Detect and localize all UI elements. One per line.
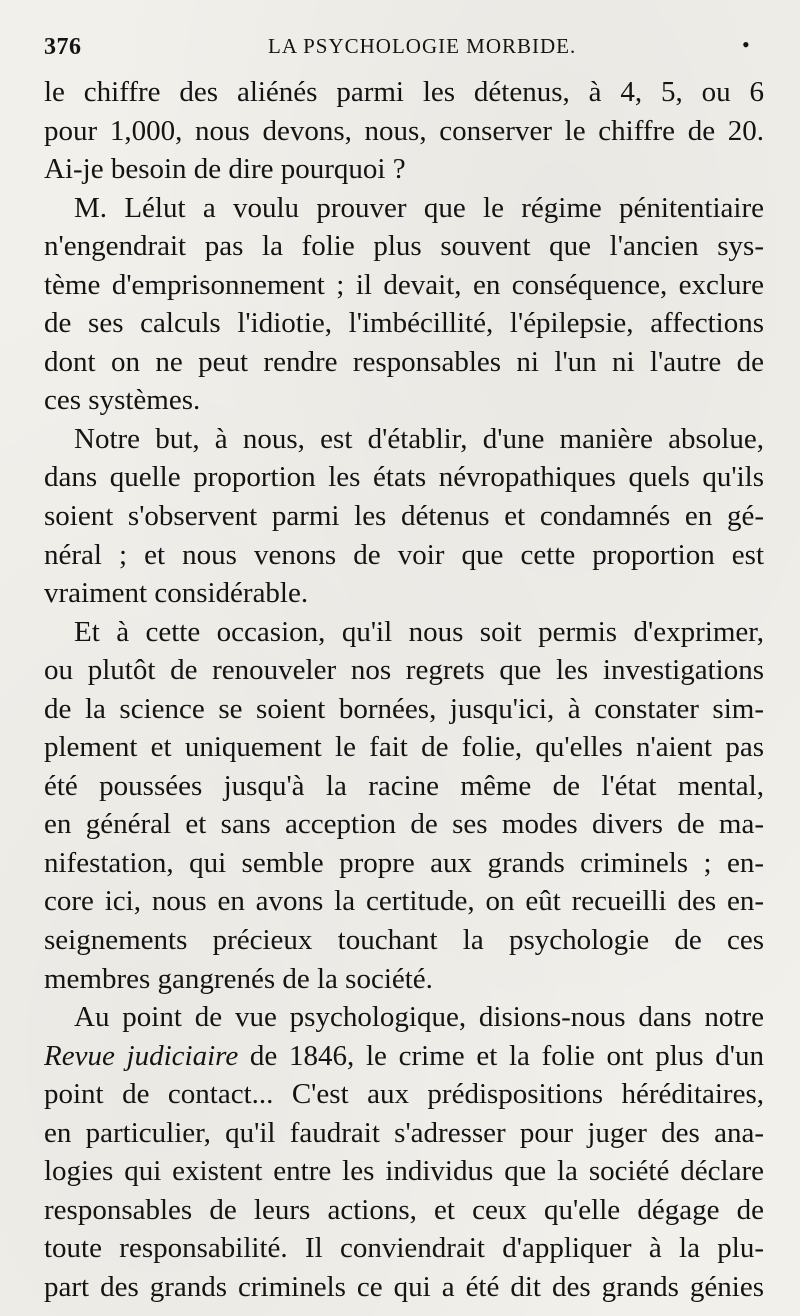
text-line-with-italic xyxy=(44,1037,764,1076)
page-header xyxy=(44,30,764,70)
text-line: Ai-je besoin de dire pourquoi ? xyxy=(44,153,406,186)
text-line: ces systèmes. xyxy=(44,384,201,417)
text-line: tème d'emprisonnement ; il devait, en conséquence, exclure xyxy=(44,268,764,301)
page-number: 376 xyxy=(44,34,82,60)
text-line: point de contact... C'est aux prédispositions héréditaires, xyxy=(44,1078,764,1111)
text-line: été poussées jusqu'à la racine même de l'état mental, xyxy=(44,769,764,802)
text-line: en particulier, qu'il faudrait s'adresser pour juger des ana- xyxy=(44,1116,764,1149)
header-mark: • xyxy=(742,32,750,57)
text-line-rest: de 1846, le crime et la folie ont plus d'un xyxy=(238,1039,764,1072)
text-line: de la science se soient bornées, jusqu'ici, à constater sim- xyxy=(44,692,764,725)
text-line: le chiffre des aliénés parmi les détenus, à 4, 5, ou 6 xyxy=(44,76,764,108)
text-line: toute responsabilité. Il conviendrait d'appliquer à la plu- xyxy=(44,1232,764,1265)
text-line: ou plutôt de renouveler nos regrets que les investigations xyxy=(44,654,764,687)
text-line: seignements précieux touchant la psychologie de ces xyxy=(44,924,764,957)
text-line: dont on ne peut rendre responsables ni l'un ni l'autre de xyxy=(44,345,764,378)
journal-title: Revue judiciaire xyxy=(44,1039,239,1072)
text-line: néral ; et nous venons de voir que cette proportion est xyxy=(44,538,764,571)
text-line: nifestation, qui semble propre aux grands criminels ; en- xyxy=(44,846,764,879)
text-line: en général et sans acception de ses modes divers de ma- xyxy=(44,808,764,841)
text-line: core ici, nous en avons la certitude, on eût recueilli des en- xyxy=(44,885,764,918)
text-line: soient s'observent parmi les détenus et condamnés en gé- xyxy=(44,500,764,533)
text-line: vraiment considérable. xyxy=(44,577,309,610)
text-line: M. Lélut a voulu prouver que le régime pénitentiaire xyxy=(74,191,764,224)
text-line: logies qui existent entre les individus que la société déclare xyxy=(44,1155,764,1188)
text-line: dans quelle proportion les états névropathiques quels qu'ils xyxy=(44,461,764,494)
text-line: part des grands criminels ce qui a été dit des grands génies xyxy=(44,1270,764,1303)
text-line: pour 1,000, nous devons, nous, conserver le chiffre de 20. xyxy=(44,114,764,147)
text-line: Et à cette occasion, qu'il nous soit permis d'exprimer, xyxy=(74,615,764,648)
running-head: LA PSYCHOLOGIE MORBIDE. xyxy=(268,34,577,58)
text-line: n'engendrait pas la folie plus souvent que l'ancien sys- xyxy=(44,230,764,263)
text-line: de ses calculs l'idiotie, l'imbécillité, l'épilepsie, affections xyxy=(44,307,764,340)
body-text xyxy=(44,73,764,1307)
text-line: Notre but, à nous, est d'établir, d'une manière absolue, xyxy=(74,422,764,455)
text-line: plement et uniquement le fait de folie, qu'elles n'aient pas xyxy=(44,731,764,764)
text-line: Au point de vue psychologique, disions-nous dans notre xyxy=(74,1001,764,1034)
text-line: membres gangrenés de la société. xyxy=(44,962,433,995)
text-line: responsables de leurs actions, et ceux qu'elle dégage de xyxy=(44,1193,764,1226)
